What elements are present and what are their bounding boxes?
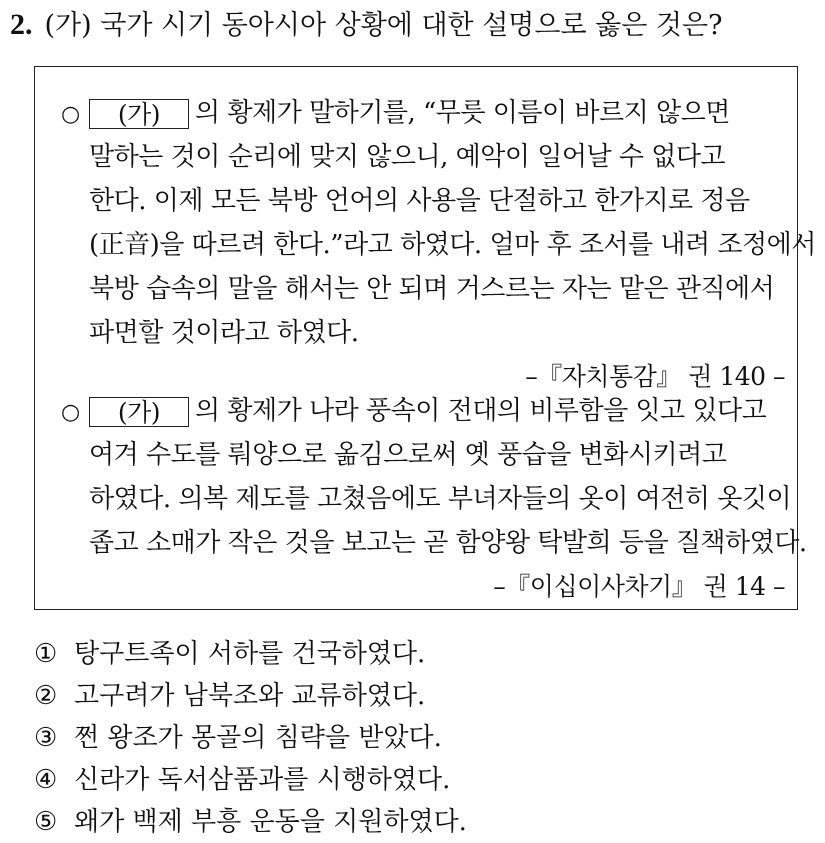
para2-line-3: 하였다. 의복 제도를 고쳤음에도 부녀자들의 옷이 여전히 옷깃이 xyxy=(89,484,792,514)
choice-5[interactable] xyxy=(34,801,467,843)
para1-line-1: 의 황제가 말하기를, “무릇 이름이 바르지 않으면 xyxy=(195,98,730,128)
passage-paragraph-2 xyxy=(61,389,807,609)
choice-4-number: ④ xyxy=(34,765,58,795)
question-number: 2. xyxy=(10,8,33,41)
passage-box xyxy=(34,66,816,610)
choice-4[interactable] xyxy=(34,759,467,801)
choice-5-text: 왜가 백제 부흥 운동을 지원하였다. xyxy=(74,807,467,837)
bullet-2: ○ xyxy=(61,400,80,425)
bullet-1: ○ xyxy=(61,102,80,127)
choice-2[interactable] xyxy=(34,675,467,717)
choice-1-text: 탕구트족이 서하를 건국하였다. xyxy=(74,639,426,669)
para2-line-4: 좁고 소매가 작은 것을 보고는 곧 함양왕 탁발희 등을 질책하였다. xyxy=(89,528,807,558)
para1-line-2: 말하는 것이 순리에 맞지 않으니, 예악이 일어날 수 없다고 xyxy=(89,142,726,172)
choice-3[interactable] xyxy=(34,717,467,759)
answer-choices xyxy=(34,633,467,843)
para1-line-6: 파면할 것이라고 하였다. xyxy=(89,318,359,348)
choice-4-text: 신라가 독서삼품과를 시행하였다. xyxy=(74,765,451,795)
choice-5-number: ⑤ xyxy=(34,807,58,837)
para2-line-1: 의 황제가 나라 풍속이 전대의 비루함을 잇고 있다고 xyxy=(195,396,767,426)
para1-line-4: (正音)을 따르려 한다.”라고 하였다. 얼마 후 조서를 내려 조정에서 xyxy=(89,230,816,260)
blank-box-2: (가) xyxy=(89,397,189,427)
para2-line-2: 여겨 수도를 뤄양으로 옮김으로써 옛 풍습을 변화시키려고 xyxy=(89,440,727,470)
passage-paragraph-1 xyxy=(61,91,816,399)
question-stem xyxy=(10,8,723,43)
choice-3-text: 쩐 왕조가 몽골의 침략을 받았다. xyxy=(74,723,442,753)
para1-source: –『자치통감』 권 140 – xyxy=(525,362,785,391)
choice-2-number: ② xyxy=(34,681,58,711)
para1-line-5: 북방 습속의 말을 해서는 안 되며 거스르는 자는 맡은 관직에서 xyxy=(89,274,775,304)
choice-1[interactable] xyxy=(34,633,467,675)
choice-3-number: ③ xyxy=(34,723,58,753)
para2-source: –『이십이사차기』 권 14 – xyxy=(493,572,785,601)
para1-line-3: 한다. 이제 모든 북방 언어의 사용을 단절하고 한가지로 정음 xyxy=(89,186,750,216)
choice-1-number: ① xyxy=(34,639,58,669)
choice-2-text: 고구려가 남북조와 교류하였다. xyxy=(74,681,426,711)
question-text: (가) 국가 시기 동아시아 상황에 대한 설명으로 옳은 것은? xyxy=(44,10,723,41)
blank-box-1: (가) xyxy=(89,99,189,129)
